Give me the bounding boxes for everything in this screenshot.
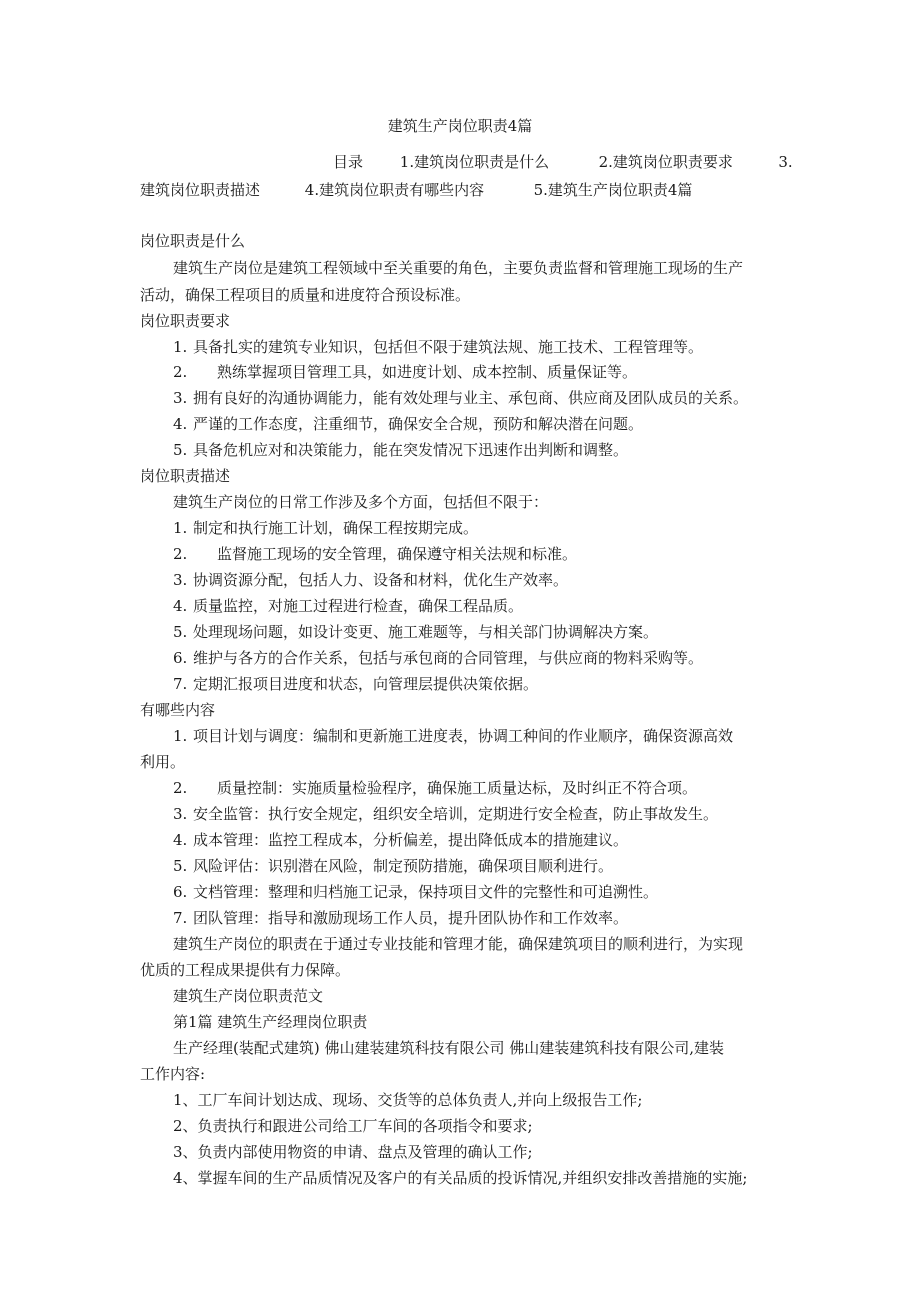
list-item: 2、负责执行和跟进公司给工厂车间的各项指令和要求; <box>173 1117 533 1135</box>
list-item: 4、掌握车间的生产品质情况及客户的有关品质的投诉情况,并组织安排改善措施的实施; <box>173 1169 748 1187</box>
toc-item-2[interactable]: 2.建筑岗位职责要求 <box>598 153 733 171</box>
section-heading-description: 岗位职责描述 <box>140 467 231 485</box>
list-item: 1、工厂车间计划达成、现场、交货等的总体负责人,并向上级报告工作; <box>173 1091 643 1109</box>
list-item-number: 1. <box>173 338 188 356</box>
toc-item-5[interactable]: 5.建筑生产岗位职责4篇 <box>533 181 693 199</box>
section1-paragraph-line2: 活动，确保工程项目的质量和进度符合预设标准。 <box>140 286 471 304</box>
list-item-text: 具备扎实的建筑专业知识，包括但不限于建筑法规、施工技术、工程管理等。 <box>193 338 704 356</box>
list-item-text: 团队管理：指导和激励现场工作人员，提升团队协作和工作效率。 <box>193 909 629 927</box>
list-item-text: 严谨的工作态度，注重细节，确保安全合规，预防和解决潜在问题。 <box>193 415 644 433</box>
list-item-number: 1. <box>173 519 188 537</box>
list-item-number: 2. <box>173 779 188 797</box>
list-item <box>173 856 613 876</box>
list-item-text: 安全监管：执行安全规定，组织安全培训，定期进行安全检查，防止事故发生。 <box>193 805 719 823</box>
list-item-continuation: 利用。 <box>140 753 186 771</box>
list-item-text: 质量控制：实施质量检验程序，确保施工质量达标，及时纠正不符合项。 <box>217 779 698 797</box>
list-item <box>173 778 697 798</box>
list-item-text: 监督施工现场的安全管理，确保遵守相关法规和标准。 <box>217 545 578 563</box>
toc-label: 目录 <box>333 153 364 171</box>
list-item-number: 5. <box>173 623 188 641</box>
list-item: 3、负责内部使用物资的申请、盘点及管理的确认工作; <box>173 1143 533 1161</box>
article-paragraph-line2: 工作内容: <box>140 1065 206 1083</box>
list-item-number: 3. <box>173 571 188 589</box>
list-item-number: 5. <box>173 441 188 459</box>
list-item <box>173 570 568 590</box>
document-title: 建筑生产岗位职责4篇 <box>387 117 533 135</box>
list-item-text: 处理现场问题，如设计变更、施工难题等，与相关部门协调解决方案。 <box>193 623 659 641</box>
list-item <box>173 908 628 928</box>
list-item-text: 维护与各方的合作关系，包括与承包商的合同管理，与供应商的物料采购等。 <box>193 649 704 667</box>
article-title: 第1篇 建筑生产经理岗位职责 <box>173 1013 368 1031</box>
table-of-contents-line2 <box>140 180 692 200</box>
list-item <box>173 622 658 642</box>
section1-paragraph-line1: 建筑生产岗位是建筑工程领域中至关重要的角色，主要负责监督和管理施工现场的生产 <box>173 259 744 277</box>
list-item <box>173 337 703 357</box>
list-item-text: 熟练掌握项目管理工具，如进度计划、成本控制、质量保证等。 <box>217 363 638 381</box>
list-item <box>173 648 703 668</box>
section-heading-what: 岗位职责是什么 <box>140 232 246 250</box>
list-item-number: 7. <box>173 675 188 693</box>
list-item <box>173 440 628 460</box>
list-item-text: 风险评估：识别潜在风险，制定预防措施，确保项目顺利进行。 <box>193 857 614 875</box>
list-item-number: 3. <box>173 389 188 407</box>
section3-intro: 建筑生产岗位的日常工作涉及多个方面，包括但不限于： <box>173 493 549 511</box>
list-item-number: 7. <box>173 909 188 927</box>
toc-item-3-text[interactable]: 建筑岗位职责描述 <box>140 181 261 199</box>
section-heading-requirements: 岗位职责要求 <box>140 312 231 330</box>
list-item <box>173 882 658 902</box>
list-item <box>173 388 748 408</box>
list-item <box>173 596 523 616</box>
list-item-text: 质量监控，对施工过程进行检查，确保工程品质。 <box>193 597 524 615</box>
list-item <box>173 414 643 434</box>
list-item-number: 2. <box>173 363 188 381</box>
list-item-number: 4. <box>173 597 188 615</box>
list-item <box>173 362 637 382</box>
list-item-text: 项目计划与调度：编制和更新施工进度表，协调工种间的作业顺序，确保资源高效 <box>193 727 734 745</box>
list-item <box>173 674 538 694</box>
list-item-number: 5. <box>173 857 188 875</box>
section-heading-samples: 建筑生产岗位职责范文 <box>173 987 324 1005</box>
list-item-text: 拥有良好的沟通协调能力，能有效处理与业主、承包商、供应商及团队成员的关系。 <box>193 389 749 407</box>
list-item-number: 6. <box>173 883 188 901</box>
list-item <box>173 830 628 850</box>
list-item-number: 4. <box>173 415 188 433</box>
toc-item-3-number[interactable]: 3. <box>778 153 793 171</box>
list-item-number: 2. <box>173 545 188 563</box>
list-item-text: 制定和执行施工计划，确保工程按期完成。 <box>193 519 479 537</box>
toc-item-4[interactable]: 4.建筑岗位职责有哪些内容 <box>304 181 485 199</box>
list-item <box>173 804 718 824</box>
list-item-number: 3. <box>173 805 188 823</box>
list-item-text: 成本管理：监控工程成本，分析偏差，提出降低成本的措施建议。 <box>193 831 629 849</box>
list-item-number: 6. <box>173 649 188 667</box>
summary-line2: 优质的工程成果提供有力保障。 <box>140 961 351 979</box>
list-item-text: 文档管理：整理和归档施工记录，保持项目文件的完整性和可追溯性。 <box>193 883 659 901</box>
article-paragraph-line1: 生产经理(装配式建筑) 佛山建装建筑科技有限公司 佛山建装建筑科技有限公司,建装 <box>173 1039 725 1057</box>
toc-item-1[interactable]: 1.建筑岗位职责是什么 <box>399 153 550 171</box>
list-item <box>173 518 478 538</box>
list-item-text: 具备危机应对和决策能力，能在突发情况下迅速作出判断和调整。 <box>193 441 629 459</box>
table-of-contents-line1 <box>333 152 793 172</box>
list-item-text: 定期汇报项目进度和状态，向管理层提供决策依据。 <box>193 675 539 693</box>
summary-line1: 建筑生产岗位的职责在于通过专业技能和管理才能，确保建筑项目的顺利进行，为实现 <box>173 935 744 953</box>
list-item <box>173 726 733 746</box>
list-item-number: 4. <box>173 831 188 849</box>
list-item <box>173 544 577 564</box>
list-item-text: 协调资源分配，包括人力、设备和材料，优化生产效率。 <box>193 571 569 589</box>
section-heading-contents: 有哪些内容 <box>140 701 216 719</box>
list-item-number: 1. <box>173 727 188 745</box>
